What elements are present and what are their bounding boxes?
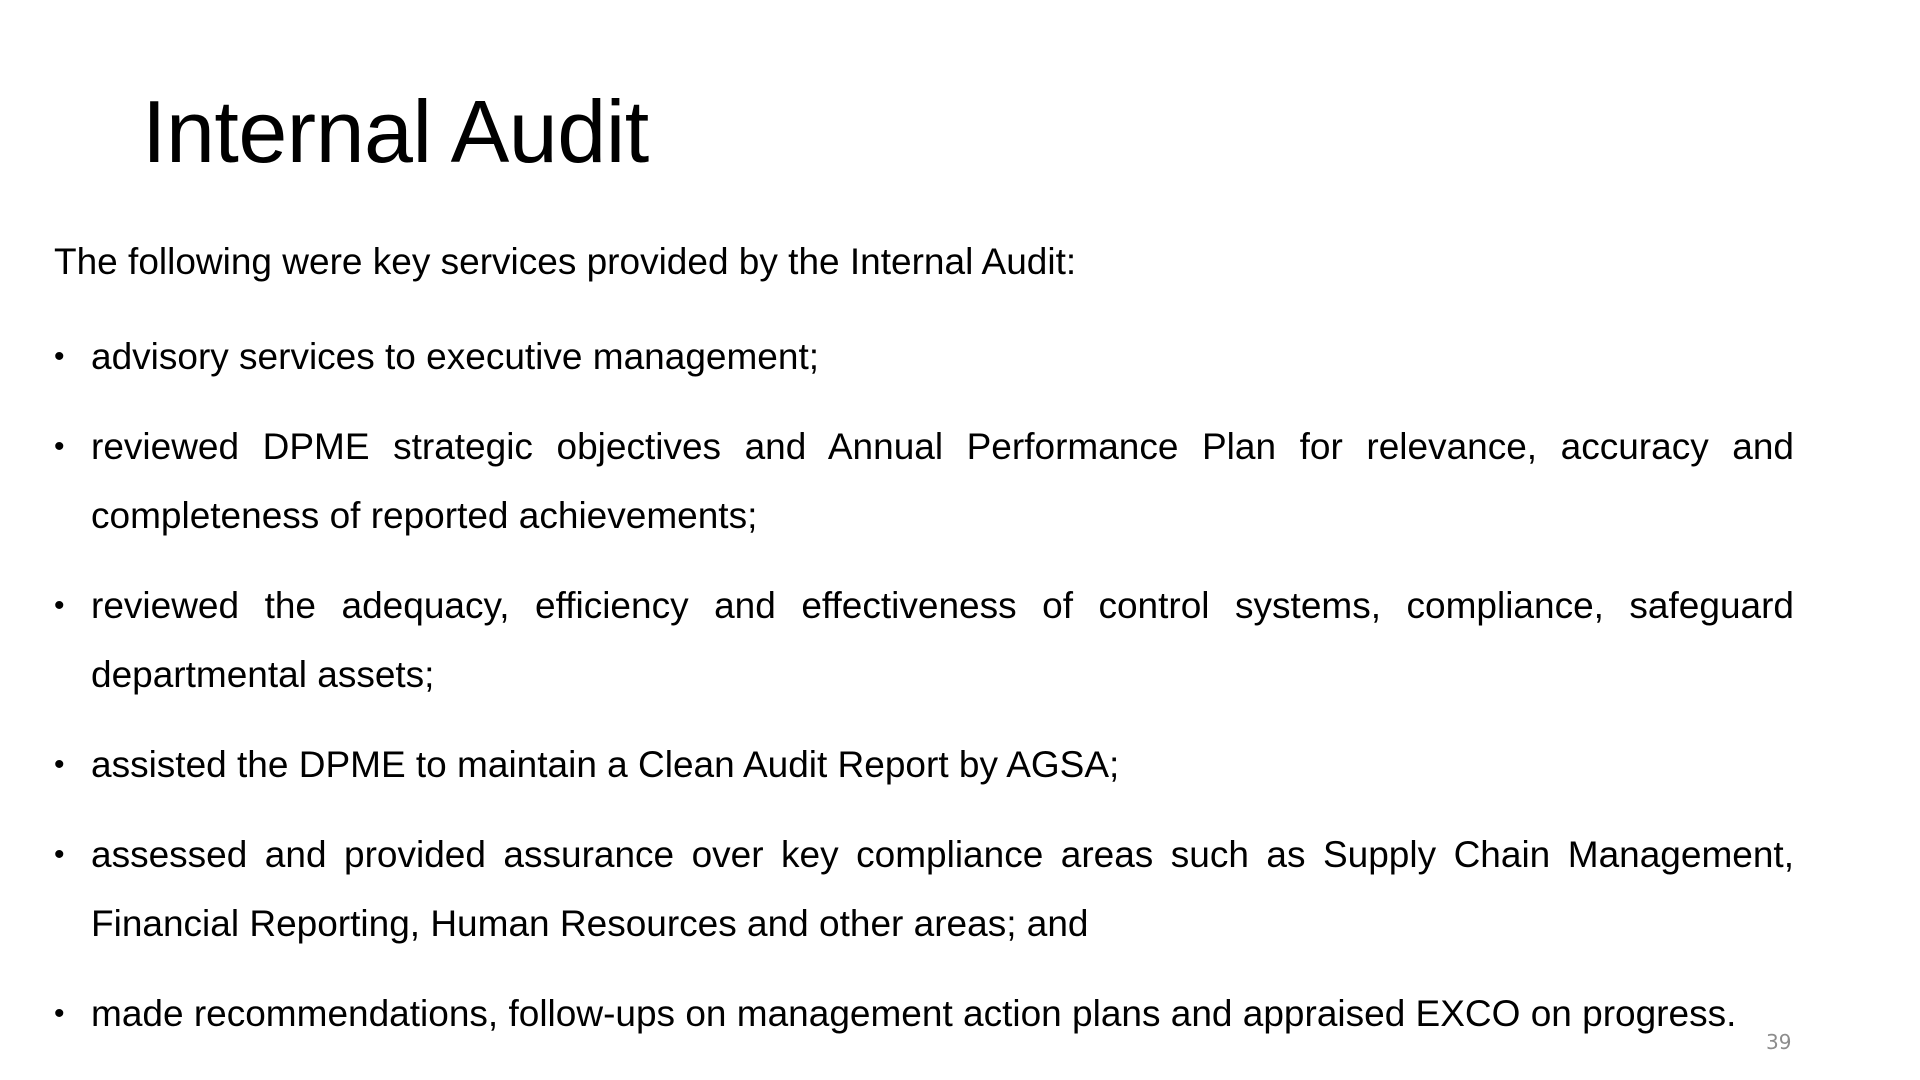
list-item [54,820,1794,958]
list-item [54,979,1794,1048]
bullet-icon: • [54,589,65,622]
bullet-icon: • [54,748,65,781]
list-item [54,322,1794,391]
bullet-icon: • [54,340,65,373]
list-item [54,571,1794,709]
list-item-text: advisory services to executive management; [91,336,820,377]
list-item-text: assisted the DPME to maintain a Clean Audit Report by AGSA; [91,744,1120,785]
bullet-icon: • [54,430,65,463]
intro-text: The following were key services provided by the Internal Audit: [54,241,1077,282]
list-item-text: reviewed DPME strategic objectives and Annual Performance Plan for relevance, accuracy and completeness of reported achievements; [91,426,1794,536]
bullet-icon: • [54,838,65,871]
list-item [54,412,1794,550]
page-number: 39 [1766,1030,1792,1054]
list-item-text: made recommendations, follow-ups on management action plans and appraised EXCO on progress. [91,993,1737,1034]
slide-title: Internal Audit [142,82,649,181]
list-item-text: reviewed the adequacy, efficiency and effectiveness of control systems, compliance, safeguard departmental assets; [91,585,1794,695]
list-item [54,730,1794,799]
services-list [54,322,1794,1069]
bullet-icon: • [54,997,65,1030]
list-item-text: assessed and provided assurance over key compliance areas such as Supply Chain Management, Financial Reporting, Human Resources and other areas; and [91,834,1794,944]
